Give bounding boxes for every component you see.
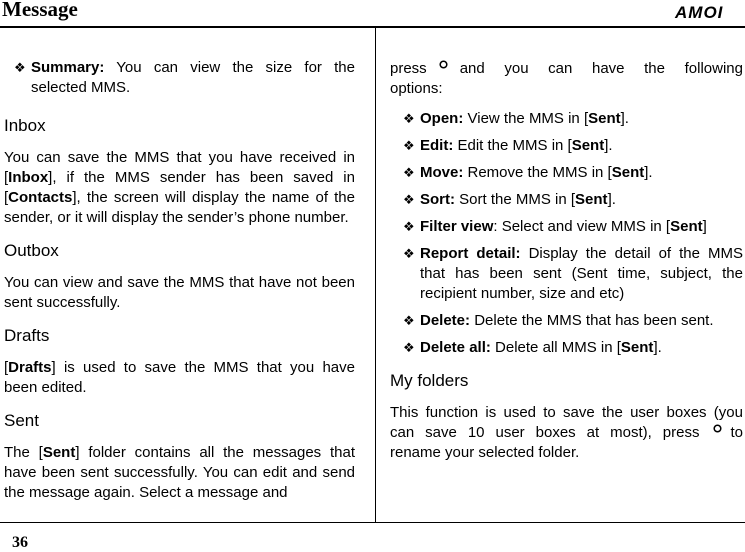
option-delete: ❖ Delete: Delete the MMS that has been sent. <box>403 312 714 329</box>
sent-paragraph: The [Sent] folder contains all the messages that have been sent successfully. You can edit and send the message again. Select a message and <box>4 444 355 501</box>
bullet-diamond-icon: ❖ <box>403 165 415 180</box>
drafts-paragraph: [Drafts] is used to save the MMS that you have been edited. <box>4 359 355 396</box>
sent-heading: Sent <box>4 411 39 430</box>
summary-term: Summary: <box>31 59 105 76</box>
column-divider <box>375 28 376 523</box>
option-filter-view: ❖ Filter view: Select and view MMS in [Sent] <box>403 218 707 235</box>
outbox-heading: Outbox <box>4 241 59 260</box>
bullet-diamond-icon: ❖ <box>403 340 415 355</box>
bullet-diamond-icon: ❖ <box>403 313 415 328</box>
outbox-paragraph: You can view and save the MMS that have not been sent successfully. <box>4 274 355 311</box>
amoi-logo-text: AMOI <box>675 3 724 22</box>
header-divider <box>0 26 745 28</box>
right-column <box>390 59 743 473</box>
summary-text: Summary: You can view the size for the selected MMS. <box>31 59 355 96</box>
press-line: press and you can have the following <box>390 60 743 77</box>
option-open: ❖ Open: View the MMS in [Sent]. <box>403 110 629 127</box>
my-folders-heading: My folders <box>390 371 469 390</box>
bullet-diamond-icon: ❖ <box>14 60 26 75</box>
bullet-diamond-icon: ❖ <box>403 192 415 207</box>
option-edit: ❖ Edit: Edit the MMS in [Sent]. <box>403 137 613 154</box>
my-folders-paragraph: This function is used to save the user boxes (you can save 10 user boxes at most), press to rename your selected folder. <box>390 404 743 461</box>
drafts-heading: Drafts <box>4 326 50 345</box>
bullet-diamond-icon: ❖ <box>403 111 415 126</box>
summary-item <box>4 58 355 98</box>
ok-key-icon <box>713 424 722 433</box>
bullet-diamond-icon: ❖ <box>403 219 415 234</box>
option-delete-all: ❖ Delete all: Delete all MMS in [Sent]. <box>403 339 662 356</box>
page-header-title: Message <box>2 0 78 21</box>
footer-divider <box>0 522 745 523</box>
option-report-detail: ❖ Report detail: Display the detail of the MMS that has been sent (Sent time, subject, the recipient number, size and etc) <box>403 245 743 302</box>
option-sort: ❖ Sort: Sort the MMS in [Sent]. <box>403 191 616 208</box>
bullet-diamond-icon: ❖ <box>403 246 415 261</box>
amoi-logo <box>673 2 739 22</box>
bullet-diamond-icon: ❖ <box>403 138 415 153</box>
inbox-heading: Inbox <box>4 116 46 135</box>
ok-key-icon <box>439 60 448 69</box>
left-column <box>4 58 355 513</box>
options-label: options: <box>390 80 443 97</box>
inbox-paragraph: You can save the MMS that you have received in [Inbox], if the MMS sender has been saved in [Contacts], the screen will display the name of the sender, or it will display the sender’s phone number. <box>4 149 355 226</box>
option-move: ❖ Move: Remove the MMS in [Sent]. <box>403 164 653 181</box>
page-number: 36 <box>12 534 28 551</box>
